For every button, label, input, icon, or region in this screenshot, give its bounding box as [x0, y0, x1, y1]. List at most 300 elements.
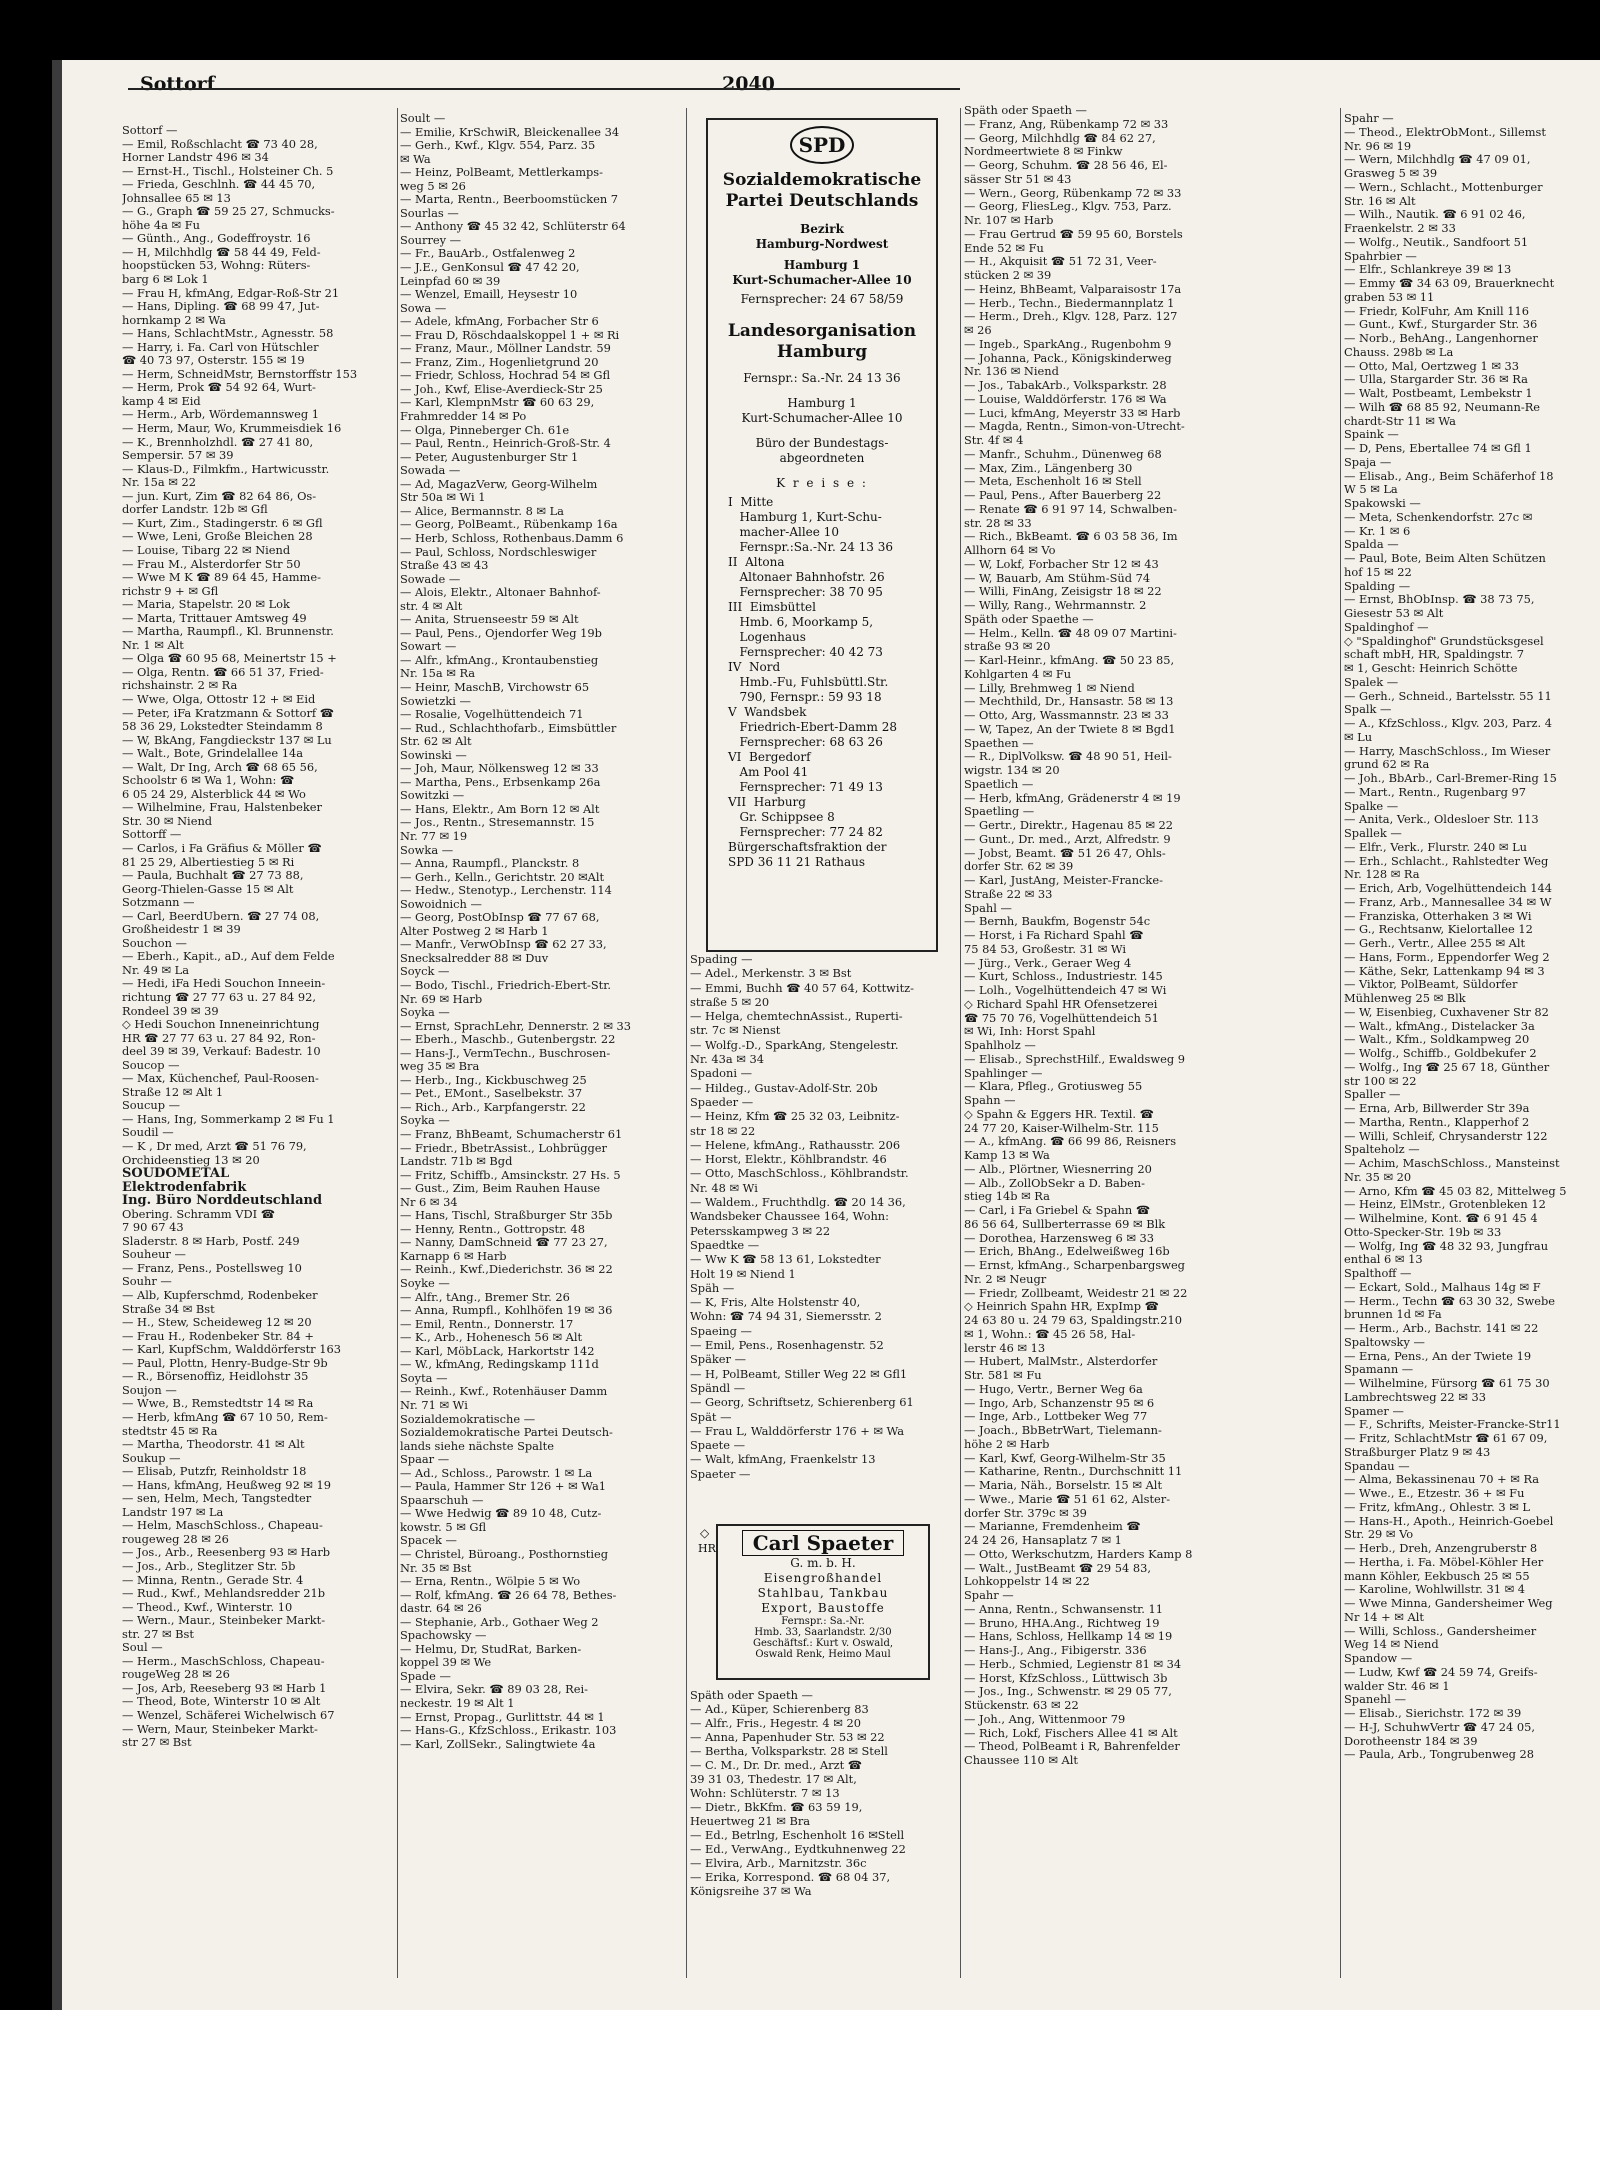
- directory-entry: Nr. 2 ✉ Neugr: [964, 1272, 1047, 1286]
- directory-entry: — Alfr., kfmAng., Krontaubenstieg: [400, 653, 599, 667]
- directory-entry: — Mart., Rentn., Rugenbarg 97: [1344, 785, 1526, 799]
- directory-entry: Nr. 35 ✉ Bst: [400, 1561, 472, 1575]
- directory-entry: ✉ 1, Gescht: Heinrich Schötte: [1344, 662, 1518, 675]
- directory-entry: Str. 29 ✉ Vo: [1344, 1528, 1414, 1542]
- ad-title: Hamburg: [776, 342, 868, 362]
- directory-entry: Lohkoppelstr 14 ✉ 22: [964, 1575, 1090, 1589]
- directory-entry: — Ernst-H., Tischl., Holsteiner Ch. 5: [122, 164, 334, 178]
- spd-kreise-list: [708, 495, 936, 870]
- directory-entry: hornkamp 2 ✉ Wa: [122, 313, 226, 327]
- directory-entry: str 27 ✉ Bst: [122, 1736, 192, 1750]
- directory-entry: Landstr. 71b ✉ Bgd: [400, 1155, 513, 1169]
- directory-entry: Ing. Büro Norddeutschland: [122, 1194, 323, 1208]
- directory-entry: — Maria, Stapelstr. 20 ✉ Lok: [122, 598, 290, 612]
- directory-entry: — Elisab, Putzfr, Reinholdstr 18: [122, 1465, 307, 1479]
- directory-entry: — Elisab., Sierichstr. 172 ✉ 39: [1344, 1707, 1522, 1720]
- directory-entry: Sozialdemokratische —: [400, 1412, 536, 1426]
- ad-text: Hamburg 1: [787, 396, 857, 410]
- directory-entry: enthal 6 ✉ 13: [1344, 1253, 1423, 1267]
- directory-entry: Spaarschuh —: [400, 1493, 484, 1507]
- directory-entry: — Alfr., tAng., Bremer Str. 26: [400, 1290, 570, 1304]
- directory-entry: Soujon —: [122, 1383, 177, 1397]
- directory-entry: — Kr. 1 ✉ 6: [1344, 524, 1411, 538]
- ad-text: abgeordneten: [779, 451, 865, 465]
- directory-entry: — Käthe, Sekr, Lattenkamp 94 ✉ 3: [1344, 964, 1545, 978]
- ad-text: Bezirk: [800, 222, 844, 236]
- directory-entry: — Dorothea, Harzensweg 6 ✉ 33: [964, 1231, 1155, 1245]
- directory-entry: Straßburger Platz 9 ✉ 43: [1344, 1445, 1491, 1459]
- directory-entry: Str. 4f ✉ 4: [964, 434, 1024, 447]
- directory-entry: — Joach., BbBetrWart, Tielemann-: [964, 1424, 1162, 1437]
- directory-entry: — Helmu, Dr, StudRat, Barken-: [400, 1642, 582, 1656]
- directory-entry: — Wwe, Olga, Ottostr 12 + ✉ Eid: [122, 692, 316, 706]
- directory-entry: ◇ Hedi Souchon Inneneinrichtung: [122, 1018, 320, 1032]
- directory-entry: — Carlos, i Fa Gräfius & Möller ☎: [122, 841, 322, 855]
- directory-entry: — Helene, kfmAng., Rathausstr. 206: [690, 1137, 901, 1152]
- directory-entry: Nr. 71 ✉ Wi: [400, 1398, 468, 1412]
- spd-kreis-entry: II Altona: [728, 555, 785, 569]
- directory-entry: — Otto, Werkschutzm, Harders Kamp 8: [964, 1547, 1193, 1561]
- directory-entry: — Emilie, KrSchwiR, Bleickenallee 34: [400, 125, 620, 139]
- directory-entry: — K., Brennholzhdl. ☎ 27 41 80,: [122, 435, 314, 449]
- directory-entry: — Louise, Tibarg 22 ✉ Niend: [122, 543, 291, 557]
- spd-advertisement: [706, 118, 938, 952]
- directory-entry: 24 77 20, Kaiser-Wilhelm-Str. 115: [964, 1121, 1159, 1135]
- directory-entry: HR ☎ 27 77 63 u. 27 84 92, Ron-: [122, 1031, 316, 1045]
- directory-entry: richstr 9 + ✉ Gfl: [122, 584, 219, 598]
- spd-kreis-entry: Friedrich-Ebert-Damm 28: [728, 720, 897, 734]
- directory-entry: Sotzmann —: [122, 896, 195, 910]
- directory-entry: — C. M., Dr. Dr. med., Arzt ☎: [690, 1758, 862, 1772]
- directory-entry: — Ernst, BhObInsp. ☎ 38 73 75,: [1344, 593, 1535, 607]
- directory-entry: Spaller —: [1344, 1088, 1401, 1102]
- directory-entry: — Carl, i Fa Griebel & Spahn ☎: [964, 1204, 1151, 1217]
- directory-entry: — Rich, Lokf, Fischers Allee 41 ✉ Alt: [964, 1726, 1178, 1740]
- directory-entry: — Otto, Mal, Oertzweg 1 ✉ 33: [1344, 359, 1519, 373]
- directory-entry: Spalthoff —: [1344, 1267, 1412, 1280]
- directory-entry: sässer Str 51 ✉ 43: [964, 172, 1072, 186]
- directory-entry: — Hans, Ing, Sommerkamp 2 ✉ Fu 1: [122, 1112, 335, 1126]
- directory-entry: — Herb., Ing., Kickbuschweg 25: [400, 1073, 587, 1087]
- directory-entry: Frahmredder 14 ✉ Po: [400, 410, 527, 424]
- directory-column-3: [690, 952, 958, 1481]
- directory-entry: — Max, Küchenchef, Paul-Roosen-: [122, 1072, 319, 1086]
- directory-entry: — Harry, i. Fa. Carl von Hütschler: [122, 340, 319, 354]
- directory-entry: Weg 14 ✉ Niend: [1344, 1638, 1439, 1652]
- spd-kreis-entry: I Mitte: [728, 495, 774, 509]
- directory-entry: Spadoni —: [690, 1066, 753, 1081]
- directory-entry: Otto-Specker-Str. 19b ✉ 33: [1344, 1225, 1502, 1239]
- directory-entry: Spaldinghof —: [1344, 620, 1429, 634]
- directory-entry: — R., Börsenoffiz, Heidlohstr 35: [122, 1370, 309, 1384]
- directory-entry: — Emil, Rentn., Donnerstr. 17: [400, 1317, 574, 1331]
- directory-entry: — Herm, Prok ☎ 54 92 64, Wurt-: [122, 381, 316, 395]
- directory-entry: — Alfr., Fris., Hegestr. 4 ✉ 20: [690, 1716, 861, 1730]
- directory-entry: — Franz, Pens., Postellsweg 10: [122, 1261, 302, 1275]
- directory-entry: — Ad., Schloss., Parowstr. 1 ✉ La: [400, 1466, 593, 1480]
- directory-entry: — Günth., Ang., Godeffroystr. 16: [122, 232, 311, 246]
- directory-entry: Spaeing —: [690, 1323, 752, 1338]
- directory-entry: deel 39 ✉ 39, Verkauf: Badestr. 10: [122, 1045, 321, 1059]
- directory-entry: — Hans, Elektr., Am Born 12 ✉ Alt: [400, 802, 600, 816]
- directory-entry: stücken 2 ✉ 39: [964, 269, 1052, 282]
- spd-kreis-entry: 790, Fernspr.: 59 93 18: [728, 690, 882, 704]
- directory-entry: — Olga, Pinneberger Ch. 61e: [400, 423, 570, 437]
- ad-text: Kurt-Schumacher-Allee 10: [732, 273, 912, 287]
- spd-kreis-entry: Logenhaus: [728, 630, 806, 644]
- directory-entry: — Carl, BeerdUbern. ☎ 27 74 08,: [122, 909, 320, 923]
- directory-entry: — Ingeb., SparkAng., Rugenbohm 9: [964, 337, 1172, 351]
- hr-symbol: ◇: [700, 1526, 710, 1540]
- directory-entry: richshainstr. 2 ✉ Ra: [122, 679, 238, 693]
- directory-entry: — Franz, Ang, Rübenkamp 72 ✉ 33: [964, 117, 1169, 131]
- directory-entry: — Olga ☎ 60 95 68, Meinertstr 15 +: [122, 652, 337, 666]
- directory-entry: dastr. 64 ✉ 26: [400, 1602, 482, 1616]
- directory-entry: — Frau M., Alsterdorfer Str 50: [122, 557, 301, 571]
- directory-entry: mann Köhler, Eekbusch 25 ✉ 55: [1344, 1569, 1530, 1583]
- directory-entry: Spamann —: [1344, 1363, 1414, 1377]
- directory-entry: — Georg, FliesLeg., Klgv. 753, Parz.: [964, 200, 1172, 214]
- directory-column-1: [122, 124, 394, 1750]
- directory-entry: — Erna, Arb, Billwerder Str 39a: [1344, 1102, 1530, 1115]
- directory-entry: — Hans, Tischl, Straßburger Str 35b: [400, 1209, 613, 1223]
- directory-entry: — Gerh., Kelln., Gerichtstr. 20 ✉Alt: [400, 870, 605, 884]
- directory-entry: str. 27 ✉ Bst: [122, 1627, 194, 1641]
- directory-entry: Straße 12 ✉ Alt 1: [122, 1085, 224, 1099]
- directory-entry: — Anna, Papenhuder Str. 53 ✉ 22: [690, 1730, 885, 1744]
- directory-entry: — Wolfg, Ing ☎ 48 32 93, Jungfrau: [1344, 1239, 1549, 1253]
- directory-entry: Straße 43 ✉ 43: [400, 559, 489, 573]
- directory-entry: — Bertha, Volksparkstr. 28 ✉ Stell: [690, 1744, 888, 1758]
- page-number: 2040: [722, 73, 775, 95]
- directory-entry: Spahlinger —: [964, 1066, 1043, 1080]
- directory-entry: Johnsallee 65 ✉ 13: [122, 191, 231, 205]
- directory-entry: — Karl, MöbLack, Harkortstr 142: [400, 1344, 595, 1358]
- directory-entry: — Pet., EMont., Saselbekstr. 37: [400, 1087, 583, 1101]
- directory-entry: Soyck —: [400, 965, 450, 979]
- directory-entry: Grasweg 5 ✉ 39: [1344, 167, 1438, 180]
- ad-text: G. m. b. H.: [790, 1556, 856, 1570]
- directory-entry: — Heinz, ElMstr., Grotenbleken 12: [1344, 1198, 1546, 1212]
- spd-kreis-entry: Fernsprecher: 68 63 26: [728, 735, 883, 749]
- directory-entry: — Frau L, Walddörferstr 176 + ✉ Wa: [690, 1423, 905, 1438]
- directory-entry: Str 50a ✉ Wi 1: [400, 491, 486, 505]
- directory-entry: ✉ Wa: [400, 152, 431, 166]
- spd-kreis-entry: Fernsprecher: 38 70 95: [728, 585, 883, 599]
- directory-entry: — Walt, Postbeamt, Lembekstr 1: [1344, 387, 1533, 400]
- directory-entry: — Erich, BhAng., Edelweißweg 16b: [964, 1245, 1170, 1259]
- directory-entry: — Wern, Milchhdlg ☎ 47 09 01,: [1344, 153, 1531, 167]
- directory-entry: — Max, Zim., Längenberg 30: [964, 461, 1133, 475]
- directory-entry: Stückenstr. 63 ✉ 22: [964, 1699, 1079, 1712]
- directory-entry: — Alma, Bekassinenau 70 + ✉ Ra: [1344, 1473, 1540, 1487]
- directory-entry: Chaussee 110 ✉ Alt: [964, 1754, 1078, 1767]
- directory-entry: Soudil —: [122, 1126, 174, 1140]
- directory-entry: Spacek —: [400, 1534, 457, 1548]
- directory-entry: — Theod, Bote, Winterstr 10 ✉ Alt: [122, 1695, 321, 1709]
- directory-entry: — Otto, MaschSchloss., Köhlbrandstr.: [690, 1166, 909, 1181]
- directory-entry: — Hubert, MalMstr., Alsterdorfer: [964, 1355, 1158, 1369]
- directory-entry: Spahr —: [964, 1589, 1014, 1602]
- directory-entry: — Kurt, Zim., Stadingerstr. 6 ✉ Gfl: [122, 516, 323, 530]
- directory-entry: Spaete —: [690, 1438, 745, 1453]
- directory-entry: ◇ Spahn & Eggers HR. Textil. ☎: [964, 1107, 1154, 1121]
- directory-entry: — Louise, Walddörferstr. 176 ✉ Wa: [964, 392, 1167, 406]
- directory-entry: — Karoline, Wohlwillstr. 31 ✉ 4: [1344, 1583, 1526, 1597]
- spd-kreis-entry: Am Pool 41: [728, 765, 809, 779]
- directory-entry: — Alb, Kupferschmd, Rodenbeker: [122, 1289, 318, 1303]
- directory-entry: — Reinh., Kwf.,Diederichstr. 36 ✉ 22: [400, 1263, 613, 1277]
- directory-entry: dorfer Landstr. 12b ✉ Gfl: [122, 503, 268, 517]
- directory-entry: Sempersir. 57 ✉ 39: [122, 449, 234, 463]
- directory-entry: höhe 4a ✉ Fu: [122, 218, 200, 232]
- directory-entry: — Adele, kfmAng, Forbacher Str 6: [400, 315, 599, 329]
- directory-column-4: [964, 104, 1336, 1768]
- directory-entry: Sottorf —: [122, 124, 178, 137]
- directory-entry: — Ernst, Propag., Gurlittstr. 44 ✉ 1: [400, 1710, 605, 1724]
- ad-text: Kurt-Schumacher-Allee 10: [741, 411, 903, 425]
- directory-entry: Lambrechtsweg 22 ✉ 33: [1344, 1390, 1486, 1404]
- directory-entry: — Eberh., Maschb., Gutenbergstr. 22: [400, 1033, 616, 1047]
- directory-entry: — Waldem., Fruchthdlg. ☎ 20 14 36,: [690, 1195, 906, 1210]
- directory-entry: — Wolfg.-D., SparkAng, Stengelestr.: [690, 1037, 899, 1052]
- spd-kreis-entry: Hmb.-Fu, Fuhlsbüttl.Str.: [728, 675, 889, 689]
- directory-entry: — Wwe M K ☎ 89 64 45, Hamme-: [122, 571, 321, 585]
- directory-entry: — Dietr., BkKfm. ☎ 63 59 19,: [690, 1800, 863, 1814]
- directory-entry: — Renate ☎ 6 91 97 14, Schwalben-: [964, 502, 1177, 516]
- directory-entry: Nordmeertwiete 8 ✉ Finkw: [964, 145, 1123, 159]
- directory-entry: Dorotheenstr 184 ✉ 39: [1344, 1734, 1478, 1748]
- directory-entry: Spahl —: [964, 901, 1012, 915]
- directory-entry: — Herb., Dreh, Anzengruberstr 8: [1344, 1542, 1538, 1555]
- directory-entry: — Wolfg., Schiffb., Goldbekufer 2: [1344, 1047, 1537, 1060]
- page-header: [122, 68, 1600, 98]
- ad-title: Sozialdemokratische: [722, 170, 922, 190]
- directory-entry: dorfer Str. 62 ✉ 39: [964, 860, 1074, 874]
- directory-entry: — Walt, Dr Ing, Arch ☎ 68 65 56,: [122, 760, 318, 774]
- directory-entry: — Walt., JustBeamt ☎ 29 54 83,: [964, 1561, 1151, 1575]
- directory-entry: — Eckart, Sold., Malhaus 14g ✉ F: [1344, 1280, 1541, 1294]
- directory-entry: — Herb., Techn., Biedermannplatz 1: [964, 296, 1175, 310]
- directory-entry: Sowka —: [400, 843, 454, 857]
- directory-entry: — Hans, Form., Eppendorfer Weg 2: [1344, 950, 1550, 964]
- directory-column-3-bottom: [690, 1688, 958, 1898]
- directory-entry: Spalke —: [1344, 799, 1399, 813]
- ad-title: Landesorganisation: [727, 321, 917, 341]
- spd-kreis-entry: Bürgerschaftsfraktion der: [728, 840, 887, 854]
- directory-entry: — Martha, Pens., Erbsenkamp 26a: [400, 775, 601, 789]
- directory-entry: Leinpfad 60 ✉ 39: [400, 274, 501, 288]
- directory-entry: — Rud., Kwf., Mehlandsredder 21b: [122, 1587, 326, 1601]
- directory-entry: ✉ Wi, Inh: Horst Spahl: [964, 1025, 1096, 1039]
- directory-entry: — Karl, JustAng, Meister-Francke-: [964, 874, 1163, 887]
- directory-entry: Soul —: [122, 1641, 163, 1655]
- directory-entry: — Johanna, Pack., Königskinderweg: [964, 351, 1172, 365]
- directory-entry: — Peter, Augustenburger Str 1: [400, 450, 579, 464]
- directory-entry: — Wilh ☎ 68 85 92, Neumann-Re: [1344, 400, 1541, 414]
- spd-kreis-entry: Fernsprecher: 71 49 13: [728, 780, 883, 794]
- directory-entry: — Katharine, Rentn., Durchschnitt 11: [964, 1465, 1183, 1479]
- directory-entry: Späth oder Spaethe —: [964, 612, 1094, 626]
- directory-entry: — D, Pens, Ebertallee 74 ✉ Gfl 1: [1344, 442, 1532, 455]
- directory-entry: Fraenkelstr. 2 ✉ 33: [1344, 222, 1456, 235]
- directory-entry: — Horst, i Fa Richard Spahl ☎: [964, 929, 1144, 942]
- directory-entry: Souheur —: [122, 1248, 186, 1262]
- directory-entry: — Paul, Plottn, Henry-Budge-Str 9b: [122, 1356, 328, 1370]
- directory-entry: — Emmy ☎ 34 63 09, Brauerknecht: [1344, 277, 1555, 290]
- directory-entry: Nr 6 ✉ 34: [400, 1195, 458, 1209]
- directory-entry: Spaar —: [400, 1453, 450, 1467]
- directory-entry: richtung ☎ 27 77 63 u. 27 84 92,: [122, 991, 317, 1004]
- directory-entry: — Joh., Ang, Wittenmoor 79: [964, 1712, 1126, 1726]
- directory-entry: — Hugo, Vertr., Berner Weg 6a: [964, 1382, 1143, 1396]
- directory-entry: Sowada —: [400, 464, 461, 478]
- directory-entry: — Erh., Schlacht., Rahlstedter Weg: [1344, 854, 1549, 868]
- directory-entry: — Klaus-D., Filmkfm., Hartwicusstr.: [122, 462, 330, 476]
- directory-entry: — Hans, Schloss, Hellkamp 14 ✉ 19: [964, 1630, 1173, 1644]
- spd-kreis-entry: Fernspr.:Sa.-Nr. 24 13 36: [728, 540, 894, 554]
- directory-entry: — Anna, Rentn., Schwansenstr. 11: [964, 1602, 1164, 1616]
- directory-entry: — Herm., Arb., Bachstr. 141 ✉ 22: [1344, 1322, 1539, 1335]
- directory-entry: — Walt., Bote, Grindelallee 14a: [122, 747, 304, 761]
- directory-entry: — Paula, Buchhalt ☎ 27 73 88,: [122, 869, 304, 883]
- directory-entry: — Franziska, Otterhaken 3 ✉ Wi: [1344, 909, 1532, 923]
- directory-entry: — Herb, Schloss, Rothenbaus.Damm 6: [400, 531, 624, 545]
- directory-entry: — Hans-G., KfzSchloss., Erikastr. 103: [400, 1724, 617, 1738]
- directory-entry: 75 84 53, Großestr. 31 ✉ Wi: [964, 942, 1127, 956]
- directory-entry: — Paula, Hammer Str 126 + ✉ Wa1: [400, 1480, 606, 1494]
- directory-entry: — Wolfg., Ing ☎ 25 67 18, Günther: [1344, 1060, 1550, 1074]
- directory-entry: — Frau Gertrud ☎ 59 95 60, Borstels: [964, 227, 1183, 241]
- directory-entry: — Norb., BehAng., Langenhorner: [1344, 332, 1538, 345]
- directory-entry: Sowietzki —: [400, 694, 471, 708]
- directory-entry: — Herb, kfmAng ☎ 67 10 50, Rem-: [122, 1410, 328, 1424]
- directory-entry: — H, Milchhdlg ☎ 58 44 49, Feld-: [122, 245, 321, 259]
- directory-entry: — Walt., kfmAng., Distelacker 3a: [1344, 1019, 1535, 1033]
- directory-entry: — Anthony ☎ 45 32 42, Schlüterstr 64: [400, 220, 626, 234]
- directory-entry: lands siehe nächste Spalte: [400, 1439, 554, 1453]
- directory-entry: Soyka —: [400, 1006, 450, 1020]
- directory-entry: Großheidestr 1 ✉ 39: [122, 923, 241, 937]
- directory-entry: dorfer Str. 379c ✉ 39: [964, 1506, 1087, 1520]
- directory-entry: Nr. 128 ✉ Ra: [1344, 868, 1420, 882]
- directory-entry: W 5 ✉ La: [1344, 483, 1398, 497]
- spd-kreis-entry: IV Nord: [728, 660, 781, 674]
- directory-entry: — Ulla, Stargarder Str. 36 ✉ Ra: [1344, 373, 1528, 387]
- directory-entry: Wandsbeker Chaussee 164, Wohn:: [690, 1209, 889, 1224]
- ad-text: Fernsprecher: 24 67 58/59: [740, 292, 904, 306]
- directory-entry: — Harry, MaschSchloss., Im Wieser: [1344, 744, 1551, 758]
- directory-entry: — A., KfzSchloss., Klgv. 203, Parz. 4: [1344, 717, 1553, 730]
- directory-entry: Straße 34 ✉ Bst: [122, 1302, 215, 1316]
- spd-kreis-entry: Gr. Schippsee 8: [728, 810, 835, 824]
- directory-entry: — Alb., ZollObSekr a D. Baben-: [964, 1176, 1145, 1190]
- directory-entry: koppel 39 ✉ We: [400, 1656, 492, 1670]
- directory-entry: — Paul, Pens., Ojendorfer Weg 19b: [400, 626, 602, 640]
- directory-entry: straße 5 ✉ 20: [690, 994, 770, 1009]
- directory-entry: — H., Stew, Scheideweg 12 ✉ 20: [122, 1316, 312, 1330]
- directory-entry: Soyta —: [400, 1371, 448, 1385]
- directory-entry: — Olga, Rentn. ☎ 66 51 37, Fried-: [122, 665, 324, 679]
- directory-entry: Spaja —: [1344, 455, 1392, 469]
- ad-text: Büro der Bundestags-: [755, 436, 889, 450]
- directory-entry: — Rud., Schlachthofarb., Eimsbüttler: [400, 721, 617, 735]
- directory-entry: Spahn —: [964, 1094, 1016, 1107]
- directory-entry: Schoolstr 6 ✉ Wa 1, Wohn: ☎: [122, 774, 295, 788]
- directory-entry: — Friedr, Zollbeamt, Weidestr 21 ✉ 22: [964, 1286, 1188, 1300]
- directory-entry: — Jos., Arb., Reesenberg 93 ✉ Harb: [122, 1546, 331, 1560]
- directory-entry: — Karl, KlempnMstr ☎ 60 63 29,: [400, 396, 595, 410]
- directory-entry: — Bruno, HHA.Ang., Richtweg 19: [964, 1616, 1160, 1630]
- directory-entry: — Herm., Dreh., Klgv. 128, Parz. 127: [964, 310, 1178, 324]
- directory-entry: Alter Postweg 2 ✉ Harb 1: [400, 924, 549, 938]
- directory-entry: — Erich, Arb, Vogelhüttendeich 144: [1344, 882, 1552, 895]
- directory-entry: str. 4 ✉ Alt: [400, 599, 463, 613]
- directory-entry: — H-J, SchuhwVertr ☎ 47 24 05,: [1344, 1720, 1536, 1734]
- directory-entry: — W, Tapez, An der Twiete 8 ✉ Bgd1: [964, 722, 1176, 736]
- carl-spaeter-advertisement: [698, 1524, 930, 1680]
- directory-entry: — Meta, Schenkendorfstr. 27c ✉: [1344, 510, 1533, 524]
- directory-entry: Spalding —: [1344, 579, 1411, 593]
- directory-entry: Spanehl —: [1344, 1693, 1406, 1707]
- directory-entry: — Elvira, Sekr. ☎ 89 03 28, Rei-: [400, 1683, 588, 1697]
- directory-entry: — Frau H, kfmAng, Edgar-Roß-Str 21: [122, 286, 340, 300]
- directory-entry: 7 90 67 43: [122, 1221, 184, 1235]
- spd-kreis-entry: SPD 36 11 21 Rathaus: [728, 855, 866, 869]
- directory-entry: — Otto, Arg, Wassmannstr. 23 ✉ 33: [964, 709, 1169, 722]
- directory-entry: graben 53 ✉ 11: [1344, 290, 1435, 304]
- directory-entry: — G., Graph ☎ 59 25 27, Schmucks-: [122, 205, 335, 219]
- directory-entry: weg 5 ✉ 26: [400, 179, 466, 193]
- directory-entry: — Gerh., Schneid., Bartelsstr. 55 11: [1344, 689, 1552, 703]
- directory-entry: Str. 30 ✉ Niend: [122, 814, 213, 828]
- directory-entry: — Franz, Zim., Hogenlietgrund 20: [400, 355, 599, 369]
- directory-entry: Nr. 136 ✉ Niend: [964, 365, 1059, 379]
- directory-entry: Sowoidnich —: [400, 897, 482, 911]
- directory-entry: Heuertweg 21 ✉ Bra: [690, 1814, 811, 1828]
- directory-entry: — Elfr., Schlankreye 39 ✉ 13: [1344, 263, 1512, 277]
- directory-entry: — Ww K ☎ 58 13 61, Lokstedter: [690, 1252, 881, 1267]
- directory-entry: 86 56 64, Sullberterrasse 69 ✉ Blk: [964, 1217, 1166, 1231]
- directory-entry: — Willy, Rang., Wehrmannstr. 2: [964, 599, 1147, 612]
- directory-entry: — Paula, Arb., Tongrubenweg 28: [1344, 1748, 1535, 1762]
- directory-entry: — Wilh., Nautik. ☎ 6 91 02 46,: [1344, 208, 1526, 222]
- directory-entry: barg 6 ✉ Lok 1: [122, 273, 209, 287]
- directory-entry: grund 62 ✉ Ra: [1344, 758, 1430, 772]
- directory-entry: weg 35 ✉ Bra: [400, 1060, 480, 1074]
- directory-entry: — Stephanie, Arb., Gothaer Weg 2: [400, 1615, 599, 1629]
- directory-entry: — Viktor, PolBeamt, Süldorfer: [1344, 978, 1518, 992]
- header-rule: [128, 88, 960, 90]
- directory-entry: — Eberh., Kapit., aD., Auf dem Felde: [122, 950, 335, 964]
- directory-entry: — Inge, Arb., Lottbeker Weg 77: [964, 1410, 1148, 1424]
- directory-entry: — W, Eisenbieg, Cuxhavener Str 82: [1344, 1005, 1549, 1019]
- directory-entry: — Wilhelmine, Frau, Halstenbeker: [122, 801, 322, 815]
- directory-entry: str 18 ✉ 22: [690, 1123, 756, 1138]
- directory-entry: neckestr. 19 ✉ Alt 1: [400, 1696, 515, 1710]
- directory-entry: — Friedr, KolFuhr, Am Knill 116: [1344, 304, 1529, 318]
- directory-entry: Holt 19 ✉ Niend 1: [690, 1266, 796, 1281]
- directory-entry: — Willi, Schleif, Chrysanderstr 122: [1344, 1129, 1548, 1143]
- directory-entry: — Luci, kfmAng, Meyerstr 33 ✉ Harb: [964, 406, 1181, 420]
- directory-entry: — Joh., Kwf, Elise-Averdieck-Str 25: [400, 382, 603, 396]
- directory-entry: — Willi, Schloss., Gandersheimer: [1344, 1624, 1537, 1638]
- directory-entry: 81 25 29, Albertiestieg 5 ✉ Ri: [122, 855, 295, 869]
- ad-text: K r e i s e :: [776, 476, 868, 490]
- directory-entry: Spalda —: [1344, 538, 1399, 552]
- directory-entry: Spandow —: [1344, 1652, 1413, 1665]
- directory-entry: str 100 ✉ 22: [1344, 1074, 1417, 1088]
